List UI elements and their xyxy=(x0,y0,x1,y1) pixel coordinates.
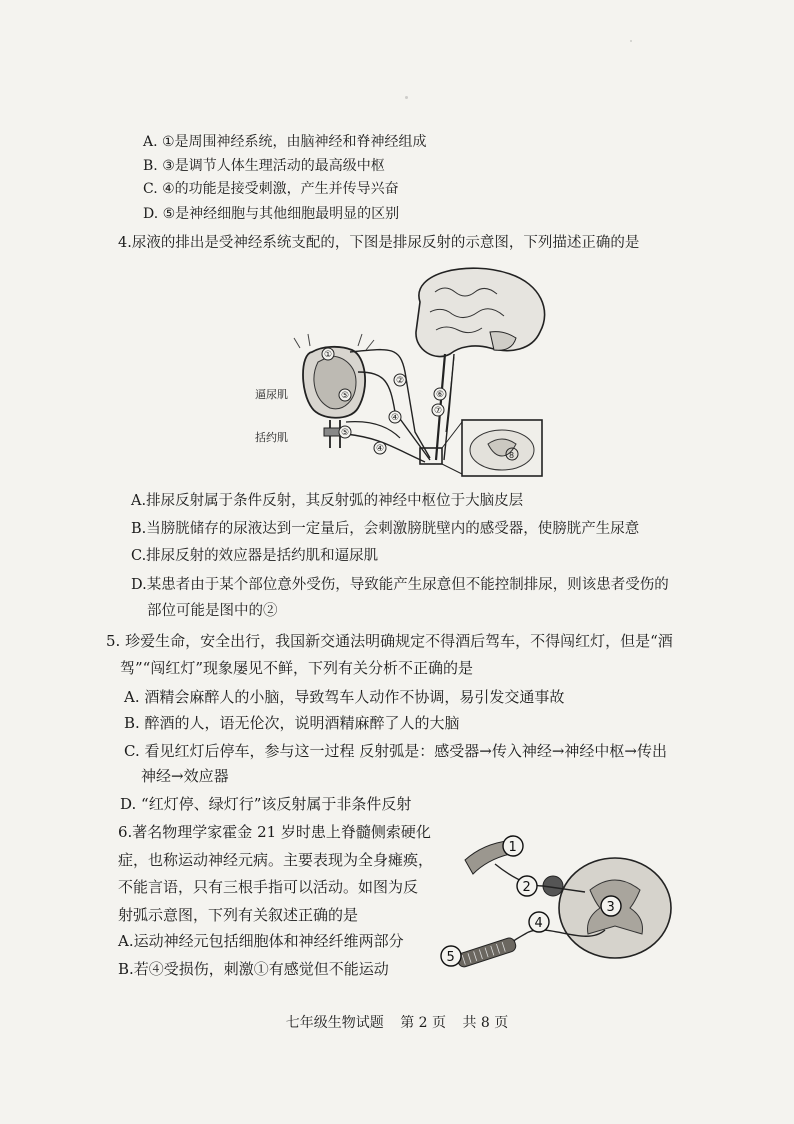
q4-option-d-cont: 部位可能是图中的② xyxy=(147,603,278,619)
svg-text:8: 8 xyxy=(509,451,515,460)
marker-7: ⑥ xyxy=(436,390,445,400)
q5-stem-line1: 5. 珍爱生命，安全出行，我国新交通法明确规定不得酒后驾车，不得闯红灯，但是“酒 xyxy=(106,632,673,650)
brain-illustration xyxy=(416,268,545,356)
q6-stem-line1: 6.著名物理学家霍金 21 岁时患上脊髓侧索硬化 xyxy=(118,823,431,841)
svg-text:4: 4 xyxy=(534,916,543,931)
reflex-arc-diagram xyxy=(435,830,685,980)
q6-option-b: B.若④受损伤，刺激①有感觉但不能运动 xyxy=(118,960,389,978)
q5-stem-line2: 驾”“闯红灯”现象屡见不鲜，下列有关分析不正确的是 xyxy=(120,659,474,677)
marker-4: ④ xyxy=(391,413,400,423)
footer-title: 七年级生物试题 xyxy=(285,1015,384,1031)
label-sphincter: 括约肌 xyxy=(255,431,288,444)
q3-option-b: B. ③是调节人体生理活动的最高级中枢 xyxy=(143,158,385,174)
q4-option-a: A.排尿反射属于条件反射，其反射弧的神经中枢位于大脑皮层 xyxy=(131,493,524,509)
q4-option-b: B.当膀胱储存的尿液达到一定量后，会刺激膀胱壁内的感受器，使膀胱产生尿意 xyxy=(131,521,640,537)
q5-option-c: C. 看见红灯后停车，参与这一过程 反射弧是：感受器→传入神经→神经中枢→传出 xyxy=(124,742,667,760)
q6-stem-line2: 症，也称运动神经元病。主要表现为全身瘫痪， xyxy=(118,851,434,869)
q6-stem-line4: 射弧示意图，下列有关叙述正确的是 xyxy=(118,906,359,924)
urination-reflex-diagram xyxy=(240,262,560,482)
footer-page: 第 2 页 xyxy=(400,1015,446,1031)
marker-6: ④ xyxy=(376,444,385,454)
spinal-cross-section-inset xyxy=(462,420,542,476)
q5-option-d: D. “红灯停、绿灯行”该反射属于非条件反射 xyxy=(120,795,412,813)
page-footer xyxy=(0,1012,794,1032)
q3-option-d: D. ⑤是神经细胞与其他细胞最明显的区别 xyxy=(143,206,400,222)
q3-option-a: A. ①是周围神经系统，由脑神经和脊神经组成 xyxy=(143,134,427,150)
scan-speck xyxy=(630,40,632,42)
q4-option-d: D.某患者由于某个部位意外受伤，导致能产生尿意但不能控制排尿，则该患者受伤的 xyxy=(131,577,669,593)
svg-text:1: 1 xyxy=(508,840,517,855)
svg-text:3: 3 xyxy=(606,900,615,915)
marker-3: ⑤ xyxy=(341,391,350,401)
q5-option-b: B. 醉酒的人，语无伦次，说明酒精麻醉了人的大脑 xyxy=(124,714,460,732)
q6-option-a: A.运动神经元包括细胞体和神经纤维两部分 xyxy=(118,932,404,950)
svg-text:5: 5 xyxy=(446,950,455,965)
marker-1: ① xyxy=(324,350,333,360)
effector-muscle xyxy=(456,937,517,969)
q3-option-c: C. ④的功能是接受刺激，产生并传导兴奋 xyxy=(143,181,399,197)
q5-option-c-cont: 神经→效应器 xyxy=(141,767,229,785)
q5-option-a: A. 酒精会麻醉人的小脑，导致驾车人动作不协调，易引发交通事故 xyxy=(124,688,565,706)
scan-speck xyxy=(405,96,408,99)
marker-2: ② xyxy=(396,376,405,386)
q4-option-c: C.排尿反射的效应器是括约肌和逼尿肌 xyxy=(131,548,379,564)
svg-text:2: 2 xyxy=(522,880,531,895)
marker-8: ⑦ xyxy=(434,406,443,416)
marker-5: ⑤ xyxy=(341,428,350,438)
q4-stem: 4.尿液的排出是受神经系统支配的，下图是排尿反射的示意图，下列描述正确的是 xyxy=(118,235,640,251)
q6-stem-line3: 不能言语，只有三根手指可以活动。如图为反 xyxy=(118,878,419,896)
label-detrusor: 逼尿肌 xyxy=(255,388,288,401)
footer-total: 共 8 页 xyxy=(462,1015,509,1031)
